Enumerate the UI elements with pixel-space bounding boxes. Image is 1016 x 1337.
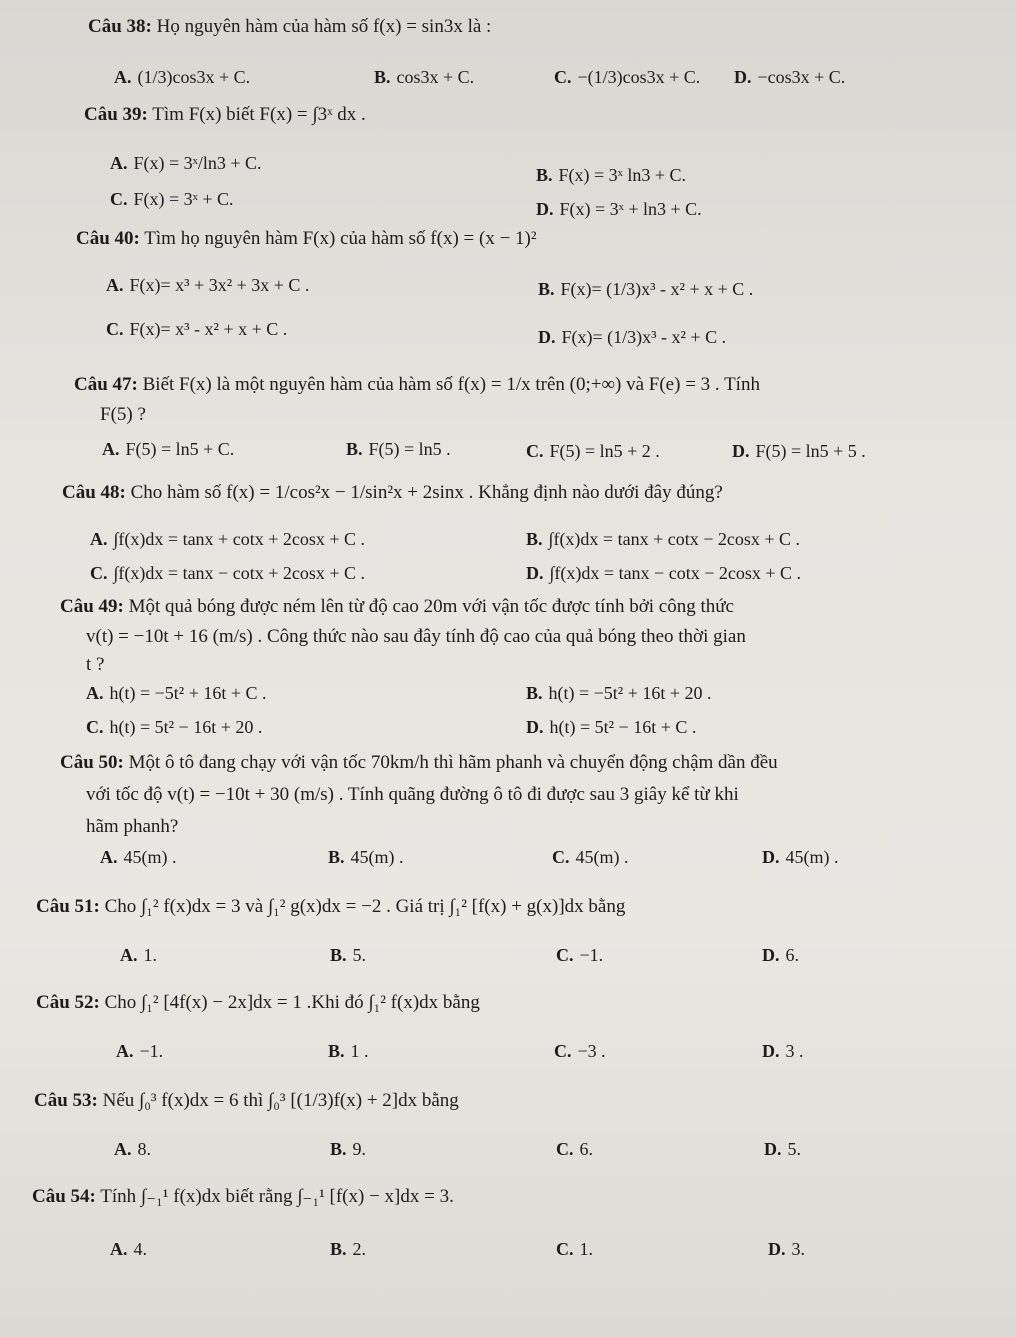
option-d[interactable] <box>538 326 726 348</box>
option-text: 6. <box>579 1139 593 1159</box>
option-text: ∫f(x)dx = tanx + cotx + 2cosx + C . <box>113 529 365 549</box>
option-c[interactable] <box>110 188 234 210</box>
option-text: −(1/3)cos3x + C. <box>577 67 701 87</box>
option-text: F(x) = 3ˣ + ln3 + C. <box>559 199 702 219</box>
option-text: ∫f(x)dx = tanx − cotx + 2cosx + C . <box>113 563 365 583</box>
option-text: 45(m) . <box>350 847 404 867</box>
option-a[interactable] <box>110 1238 147 1260</box>
question-label: Câu 54: <box>32 1186 96 1207</box>
option-letter: C. <box>552 847 570 867</box>
option-text: F(x) = 3ˣ + C. <box>133 189 234 209</box>
question-label: Câu 51: <box>36 896 100 917</box>
option-letter: D. <box>526 563 544 583</box>
option-b[interactable] <box>346 438 451 460</box>
option-d[interactable] <box>536 198 702 220</box>
question-label: Câu 49: <box>60 596 124 617</box>
option-text: F(5) = ln5 . <box>368 439 451 459</box>
option-letter: C. <box>554 1041 572 1061</box>
option-d[interactable] <box>762 846 839 868</box>
option-c[interactable] <box>554 66 700 88</box>
question-stem-line-2: với tốc độ v(t) = −10t + 30 (m/s) . Tính quãng đường ô tô đi được sau 3 giây kể từ khi <box>86 784 739 805</box>
option-text: 9. <box>352 1139 367 1159</box>
option-text: −1. <box>579 945 604 965</box>
option-c[interactable] <box>556 1138 593 1160</box>
option-letter: B. <box>526 683 543 703</box>
question-stem: Tìm F(x) biết F(x) = ∫3ˣ dx . <box>152 104 366 125</box>
question-label: Câu 53: <box>34 1090 98 1111</box>
option-text: F(5) = ln5 + C. <box>125 439 235 459</box>
option-letter: D. <box>536 199 554 219</box>
option-letter: D. <box>526 717 544 737</box>
option-d[interactable] <box>734 66 845 88</box>
question-label: Câu 50: <box>60 752 124 773</box>
question-stem: Một quả bóng được ném lên từ độ cao 20m với vận tốc được tính bởi công thức <box>128 596 734 617</box>
option-b[interactable] <box>526 528 800 550</box>
option-a[interactable] <box>100 846 177 868</box>
option-d[interactable] <box>762 1040 804 1062</box>
option-text: F(x)= x³ - x² + x + C . <box>129 319 288 339</box>
question-52 <box>36 992 480 1014</box>
question-label: Câu 39: <box>84 104 148 125</box>
option-d[interactable] <box>732 440 866 462</box>
question-40 <box>76 228 537 250</box>
option-text: 45(m) . <box>785 847 839 867</box>
question-label: Câu 52: <box>36 992 100 1013</box>
option-letter: C. <box>90 563 108 583</box>
question-stem-line-2: F(5) ? <box>100 404 146 425</box>
option-b[interactable] <box>330 1138 366 1160</box>
option-c[interactable] <box>552 846 629 868</box>
option-text: 45(m) . <box>123 847 177 867</box>
option-text: 3 . <box>785 1041 804 1061</box>
question-48 <box>62 482 723 504</box>
option-text: 45(m) . <box>575 847 629 867</box>
option-text: F(x) = 3ˣ ln3 + C. <box>558 165 687 185</box>
question-49 <box>60 596 734 618</box>
option-letter: C. <box>556 1239 574 1259</box>
option-letter: B. <box>328 847 345 867</box>
option-text: cos3x + C. <box>396 67 475 87</box>
option-text: 5. <box>787 1139 801 1159</box>
question-stem: Cho ∫₁² [4f(x) − 2x]dx = 1 .Khi đó ∫₁² f(x)dx bằng <box>104 992 480 1013</box>
option-letter: A. <box>110 1239 128 1259</box>
question-stem: Tìm họ nguyên hàm F(x) của hàm số f(x) = (x − 1)² <box>144 228 537 249</box>
option-c[interactable] <box>90 562 365 584</box>
option-text: ∫f(x)dx = tanx − cotx − 2cosx + C . <box>549 563 801 583</box>
option-b[interactable] <box>328 846 404 868</box>
option-b[interactable] <box>328 1040 369 1062</box>
option-text: F(x) = 3ˣ/ln3 + C. <box>133 153 262 173</box>
option-c[interactable] <box>556 944 603 966</box>
option-text: 3. <box>791 1239 805 1259</box>
question-label: Câu 38: <box>88 16 152 37</box>
option-letter: B. <box>330 945 347 965</box>
question-stem: Nếu ∫₀³ f(x)dx = 6 thì ∫₀³ [(1/3)f(x) + 2]dx bằng <box>102 1090 459 1111</box>
option-text: 1. <box>579 1239 593 1259</box>
option-letter: B. <box>374 67 391 87</box>
option-text: ∫f(x)dx = tanx + cotx − 2cosx + C . <box>548 529 801 549</box>
question-label: Câu 48: <box>62 482 126 503</box>
option-letter: A. <box>106 275 124 295</box>
option-c[interactable] <box>554 1040 606 1062</box>
question-51 <box>36 896 625 918</box>
option-text: h(t) = −5t² + 16t + C . <box>109 683 267 703</box>
option-letter: C. <box>110 189 128 209</box>
option-letter: C. <box>106 319 124 339</box>
option-letter: D. <box>762 847 780 867</box>
option-text: 5. <box>352 945 367 965</box>
option-b[interactable] <box>538 278 753 300</box>
option-text: 1. <box>143 945 157 965</box>
option-text: h(t) = 5t² − 16t + C . <box>549 717 697 737</box>
option-text: F(x)= (1/3)x³ - x² + C . <box>561 327 727 347</box>
option-letter: D. <box>764 1139 782 1159</box>
option-text: 6. <box>785 945 799 965</box>
option-letter: B. <box>346 439 363 459</box>
option-b[interactable] <box>330 1238 366 1260</box>
option-text: 4. <box>133 1239 147 1259</box>
option-text: 8. <box>137 1139 151 1159</box>
option-text: 1 . <box>350 1041 369 1061</box>
option-a[interactable] <box>90 528 365 550</box>
option-text: −3 . <box>577 1041 606 1061</box>
option-letter: D. <box>768 1239 786 1259</box>
question-label: Câu 47: <box>74 374 138 395</box>
question-stem: Tính ∫₋₁¹ f(x)dx biết rằng ∫₋₁¹ [f(x) − x]dx = 3. <box>100 1186 454 1207</box>
option-a[interactable] <box>114 66 250 88</box>
option-text: F(x)= (1/3)x³ - x² + x + C . <box>560 279 754 299</box>
question-stem-line-3: hãm phanh? <box>86 816 179 837</box>
option-text: 2. <box>352 1239 367 1259</box>
option-c[interactable] <box>86 716 262 738</box>
option-a[interactable] <box>86 682 267 704</box>
option-a[interactable] <box>120 944 157 966</box>
question-54 <box>32 1186 454 1208</box>
option-letter: B. <box>330 1239 347 1259</box>
option-letter: C. <box>554 67 572 87</box>
question-47 <box>74 374 760 396</box>
option-c[interactable] <box>106 318 287 340</box>
option-text: h(t) = −5t² + 16t + 20 . <box>548 683 712 703</box>
option-a[interactable] <box>116 1040 163 1062</box>
option-a[interactable] <box>102 438 234 460</box>
question-50-continuation <box>86 784 739 806</box>
question-38 <box>88 16 491 38</box>
option-letter: B. <box>538 279 555 299</box>
option-c[interactable] <box>526 440 660 462</box>
option-letter: B. <box>536 165 553 185</box>
option-letter: A. <box>90 529 108 549</box>
question-stem: Họ nguyên hàm của hàm số f(x) = sin3x là : <box>156 16 492 37</box>
option-a[interactable] <box>106 274 309 296</box>
question-53 <box>34 1090 459 1112</box>
option-letter: D. <box>734 67 752 87</box>
option-letter: C. <box>556 945 574 965</box>
option-letter: A. <box>114 1139 132 1159</box>
option-d[interactable] <box>526 716 696 738</box>
option-letter: A. <box>100 847 118 867</box>
option-letter: A. <box>110 153 128 173</box>
option-letter: A. <box>102 439 120 459</box>
option-text: h(t) = 5t² − 16t + 20 . <box>109 717 263 737</box>
question-stem-line-2: v(t) = −10t + 16 (m/s) . Công thức nào sau đây tính độ cao của quả bóng theo thời gian <box>86 626 746 647</box>
option-letter: D. <box>762 945 780 965</box>
option-letter: D. <box>762 1041 780 1061</box>
option-letter: D. <box>538 327 556 347</box>
option-letter: C. <box>556 1139 574 1159</box>
option-letter: D. <box>732 441 750 461</box>
question-39 <box>84 104 366 126</box>
option-c[interactable] <box>556 1238 593 1260</box>
option-letter: C. <box>86 717 104 737</box>
option-a[interactable] <box>110 152 262 174</box>
option-letter: A. <box>114 67 132 87</box>
option-text: (1/3)cos3x + C. <box>137 67 251 87</box>
option-text: −1. <box>139 1041 164 1061</box>
option-text: F(5) = ln5 + 5 . <box>755 441 866 461</box>
option-letter: C. <box>526 441 544 461</box>
option-text: F(5) = ln5 + 2 . <box>549 441 660 461</box>
option-b[interactable] <box>374 66 474 88</box>
option-letter: B. <box>328 1041 345 1061</box>
option-letter: A. <box>86 683 104 703</box>
question-47-continuation <box>100 404 146 426</box>
question-stem: Cho ∫₁² f(x)dx = 3 và ∫₁² g(x)dx = −2 . Giá trị ∫₁² [f(x) + g(x)]dx bằng <box>104 896 626 917</box>
option-d[interactable] <box>764 1138 801 1160</box>
option-b[interactable] <box>536 164 686 186</box>
option-letter: A. <box>116 1041 134 1061</box>
question-stem: Cho hàm số f(x) = 1/cos²x − 1/sin²x + 2sinx . Khẳng định nào dưới đây đúng? <box>130 482 723 503</box>
question-label: Câu 40: <box>76 228 140 249</box>
option-d[interactable] <box>526 562 801 584</box>
option-letter: A. <box>120 945 138 965</box>
option-b[interactable] <box>330 944 366 966</box>
question-stem: Biết F(x) là một nguyên hàm của hàm số f(x) = 1/x trên (0;+∞) và F(e) = 3 . Tính <box>142 374 760 395</box>
option-text: F(x)= x³ + 3x² + 3x + C . <box>129 275 310 295</box>
option-d[interactable] <box>768 1238 805 1260</box>
question-50-continuation-2 <box>86 816 178 838</box>
option-letter: B. <box>526 529 543 549</box>
option-a[interactable] <box>114 1138 151 1160</box>
option-text: −cos3x + C. <box>757 67 846 87</box>
option-d[interactable] <box>762 944 799 966</box>
question-stem: Một ô tô đang chạy với vận tốc 70km/h thì hãm phanh và chuyển động chậm dần đều <box>128 752 778 773</box>
option-letter: B. <box>330 1139 347 1159</box>
question-49-continuation <box>86 626 746 648</box>
question-stem-line-3: t ? <box>86 654 105 675</box>
option-b[interactable] <box>526 682 712 704</box>
question-49-continuation-2 <box>86 654 104 676</box>
question-50 <box>60 752 778 774</box>
